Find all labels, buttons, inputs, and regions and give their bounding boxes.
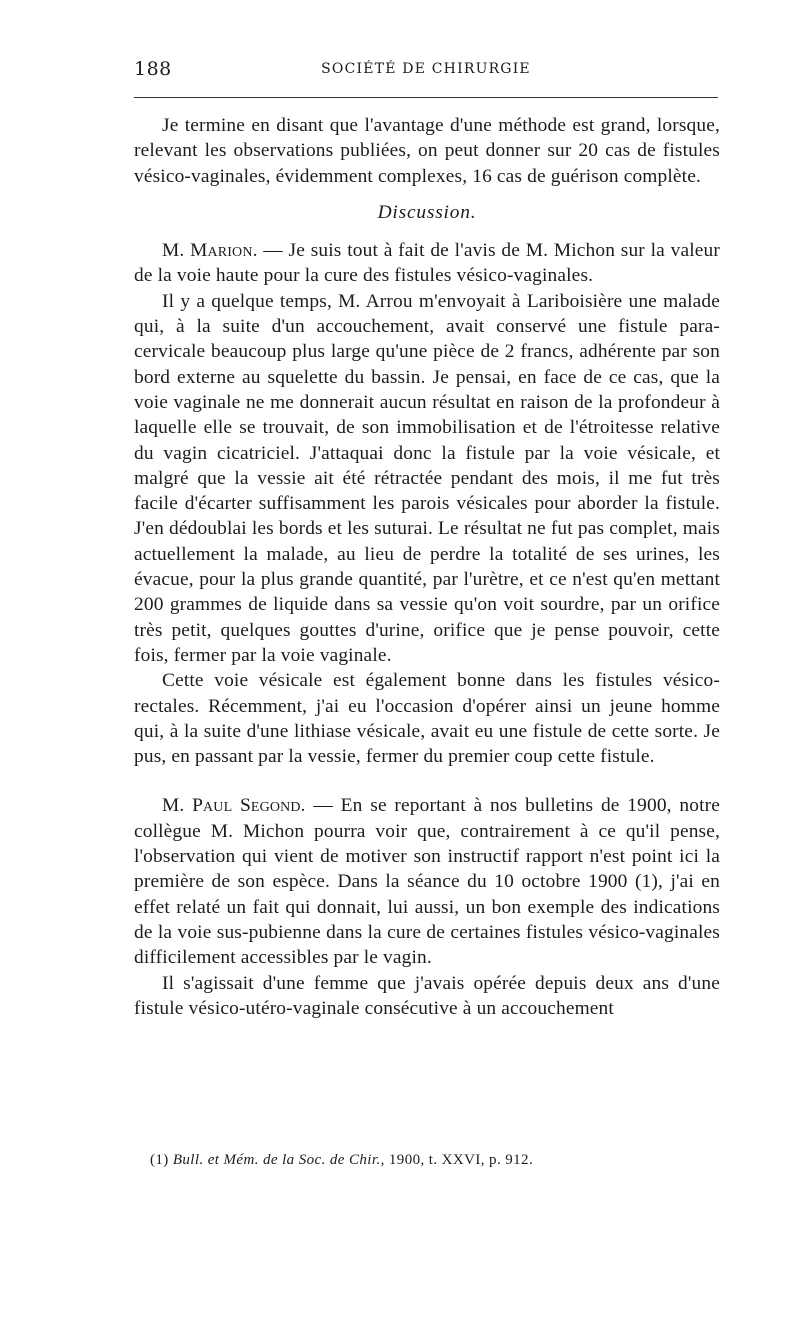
paragraph-vesico-rectal: Cette voie vésicale est également bonne dans les fistules vésico-rectales. Récemment, j'ai eu l'occasion d'opérer ainsi un jeune homme qui, à la suite d'une lithiase vésicale, avait eu une fistule de cette sorte. Je pus, en passant par la vessie, fermer du premier coup cette fistule. xyxy=(134,670,720,768)
footnote xyxy=(150,1150,720,1170)
footnote-source: Bull. et Mém. de la Soc. de Chir. xyxy=(172,1152,381,1168)
page-number: 188 xyxy=(134,58,172,80)
speaker-segond: M. Paul Segond. xyxy=(162,795,306,817)
segond-statement: — En se reportant à nos bulletins de 1900, notre collègue M. Michon pourra voir que, contrairement à ce qu'il pense, l'observation qui vient de motiver son instructif rapport n'est point ici la première de son espèce. Dans la séance du 10 octobre 1900 (1), j'ai en effet relaté un fait qui donnait, lui aussi, un bon exemple des indications de la voie sus-pubienne dans la cure de certaines fistules vésico-vaginales difficilement accessibles par le vagin. xyxy=(134,795,720,969)
paragraph-marion xyxy=(134,238,720,289)
running-title: SOCIÉTÉ DE CHIRURGIE xyxy=(321,61,531,77)
paragraph-conclusion: Je termine en disant que l'avantage d'une méthode est grand, lorsque, relevant les observations publiées, on peut donner sur 20 cas de fistules vésico-vaginales, évidemment complexes, 16 cas de guérison complète. xyxy=(134,115,720,187)
paragraph-segond xyxy=(134,793,720,970)
speaker-marion: M. Marion. xyxy=(162,240,258,262)
paragraph-case-report: Il y a quelque temps, M. Arrou m'envoyait à Lariboisière une malade qui, à la suite d'un accouchement, avait conservé une fistule para-cervicale beaucoup plus large qu'une pièce de 2 francs, adhérente par son bord externe au squelette du bassin. Je pensai, en face de ce cas, que la voie vaginale ne me donnerait aucun résultat en raison de la profondeur à laquelle elle se trouvait, de son immobilisation et de l'étroitesse relative du vagin cicatriciel. J'attaquai donc la fistule par la voie vésicale, et malgré que la vessie ait été rétractée pendant des mois, il me fut très facile d'écarter suffisamment les parois vésicales pour aborder la fistule. J'en dédoublai les bords et les suturai. Le résultat ne fut pas complet, mais actuellement la malade, au lieu de perdre la totalité de ses urines, les évacue, pour la plus grande quantité, par l'urètre, et ce n'est qu'en mettant 200 grammes de liquide dans sa vessie qu'on voit sourdre, par un orifice très petit, quelques gouttes d'urine, orifice que je pense pouvoir, cette fois, fermer par la voie vaginale. xyxy=(134,290,720,666)
body-text xyxy=(134,113,720,1021)
marion-statement: — Je suis tout à fait de l'avis de M. Michon sur la valeur de la voie haute pour la cure des fistules vésico-vaginales. xyxy=(134,240,720,287)
section-gap xyxy=(134,769,720,793)
paragraph-case-continued: Il s'agissait d'une femme que j'avais opérée depuis deux ans d'une fistule vésico-utéro-vaginale consécutive à un accouchement xyxy=(134,972,720,1019)
page-header xyxy=(134,58,718,86)
footnote-marker: (1) xyxy=(150,1152,173,1168)
discussion-heading: Discussion. xyxy=(377,201,477,223)
footnote-reference: , 1900, t. XXVI, p. 912. xyxy=(380,1152,534,1168)
header-rule xyxy=(134,97,718,98)
